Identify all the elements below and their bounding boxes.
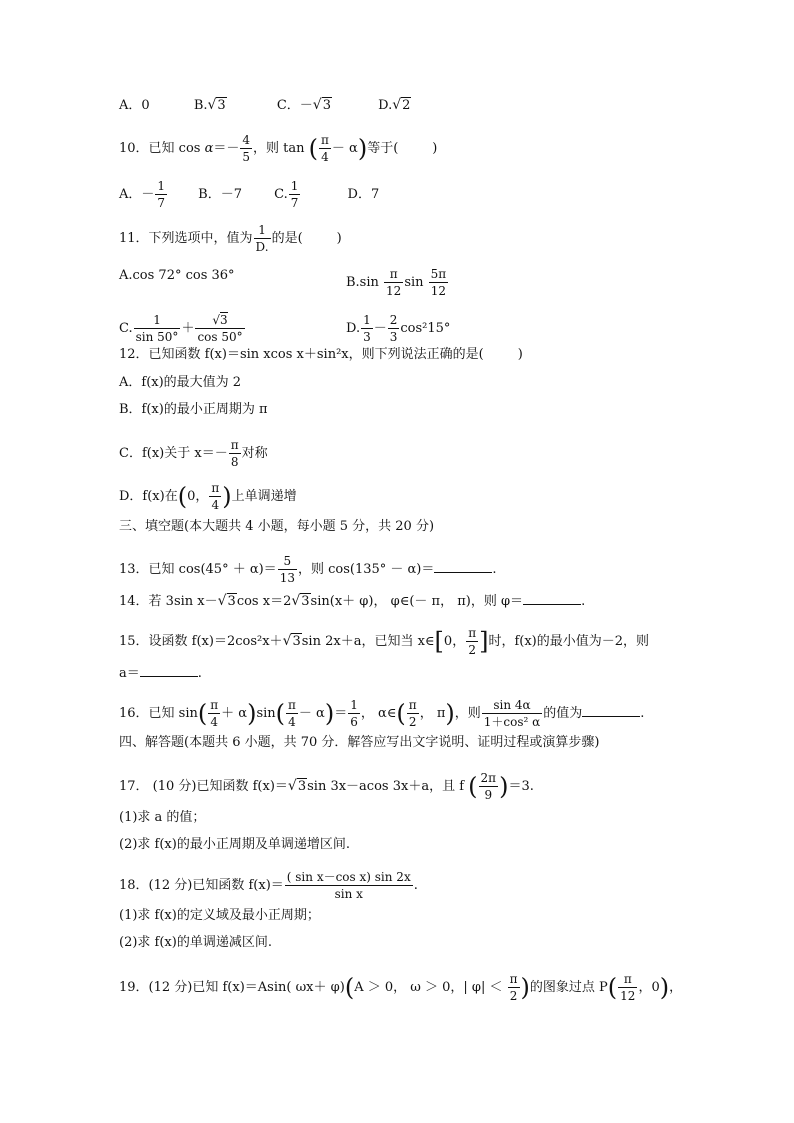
q10-option-d: D．7 <box>347 187 380 202</box>
q12-option-d: D．f(x)在(0， $\frac{\pi}{4}$ )上单调递增 <box>119 481 297 512</box>
q12-option-b: B．f(x)的最小正周期为 π <box>119 402 268 417</box>
q18-stem: 18．(12 分)已知函数 f(x)＝ $\frac{\text{( sin x－cos x) sin 2x}}{\text{sin x}}$ . <box>119 870 418 901</box>
q11-option-d: D. $\frac{1}{3}$ － $\frac{2}{3}$ cos²15° <box>346 313 451 344</box>
q10-option-a: A．－ $\frac{1}{7}$ <box>119 179 166 210</box>
q14-stem: 14．若 3sin x－√3cos x＝2√3sin(x＋ φ)， φ∈(－ π， π)，则 φ＝ . <box>119 593 586 609</box>
q10-options <box>119 180 379 209</box>
q18-part-1: (1)求 f(x)的定义域及最小正周期； <box>119 908 320 923</box>
q15-answer-blank[interactable] <box>140 664 198 677</box>
q10-option-c: C. $\frac{1}{7}$ <box>274 179 299 210</box>
q19-stem: 19．(12 分)已知 f(x)＝Asin( ωx＋ φ)(A ＞ 0， ω ＞ 0，| φ| ＜ $\frac{\pi}{2}$ )的图象过点 P( $\frac{\pi}{12}$ ，0)， <box>119 972 683 1003</box>
q13-stem: 13．已知 cos(45° ＋ α)＝ $\frac{5}{13}$ ，则 cos(135° － α)＝ . <box>119 554 497 585</box>
q11-option-b: B.sin $\frac{\pi}{12}$ sin $\frac{5\pi}{12}$ <box>346 267 447 298</box>
q10-stem: 10．已知 cos α＝－ $\frac{4}{5}$ ，则 tan ( $\frac{\pi}{4}$ － α)等于( ) <box>119 133 438 164</box>
q17-part-2: (2)求 f(x)的最小正周期及单调递增区间. <box>119 837 350 852</box>
q9-option-a: A．0 <box>119 98 150 113</box>
q12-stem: 12．已知函数 f(x)＝sin xcos x＋sin²x，则下列说法正确的是( ) <box>119 347 523 362</box>
q17-part-1: (1)求 a 的值； <box>119 810 206 825</box>
q15-line2: a＝ . <box>119 666 202 681</box>
q10-option-b: B．－7 <box>198 187 242 202</box>
q16-answer-blank[interactable] <box>582 704 640 717</box>
q14-answer-blank[interactable] <box>523 592 581 605</box>
q11-option-c: C. $\frac{1}{\sin 50^\circ}$ ＋ $\frac{√3}{\cos 50^\circ}$ <box>119 313 243 344</box>
q16-stem: 16．已知 sin( $\frac{\pi}{4}$ ＋ α)sin( $\frac{\pi}{4}$ － α)＝ $\frac{1}{6}$ ， α∈( $\frac{\pi}{2}$ ， π)，则 $\frac{\sin 4\alpha}{\text{1＋cos² α}}$ 的值为 . <box>119 698 645 729</box>
q9-option-d: D.√2 <box>378 97 411 113</box>
q9-option-c: C．－√3 <box>276 97 331 113</box>
q11-option-a: A.cos 72° cos 36° <box>119 268 235 283</box>
q17-stem: 17． (10 分)已知函数 f(x)＝√3sin 3x－acos 3x＋a，且 f ( $\frac{2\pi}{9}$ )＝3. <box>119 771 534 802</box>
q13-answer-blank[interactable] <box>434 560 492 573</box>
section-fill-in-heading: 三、填空题(本大题共 4 小题，每小题 5 分，共 20 分) <box>119 519 435 534</box>
q9-option-b: B.√3 <box>193 97 226 113</box>
q9-options <box>119 97 411 114</box>
q12-option-a: A．f(x)的最大值为 2 <box>119 375 242 390</box>
q11-stem: 11．下列选项中，值为 $\frac{1}{D.}$ 的是( ) <box>119 223 342 254</box>
q18-part-2: (2)求 f(x)的单调递减区间. <box>119 935 272 950</box>
section-solution-heading: 四、解答题(本题共 6 小题，共 70 分．解答应写出文字说明、证明过程或演算步骤) <box>119 735 600 750</box>
q12-option-c: C．f(x)关于 x＝－ $\frac{\pi}{8}$ 对称 <box>119 438 268 469</box>
q15-stem: 15．设函数 f(x)＝2cos²x＋√3sin 2x＋a，已知当 x∈[0， $\frac{\pi}{2}$ ]时，f(x)的最小值为－2，则 <box>119 626 650 657</box>
